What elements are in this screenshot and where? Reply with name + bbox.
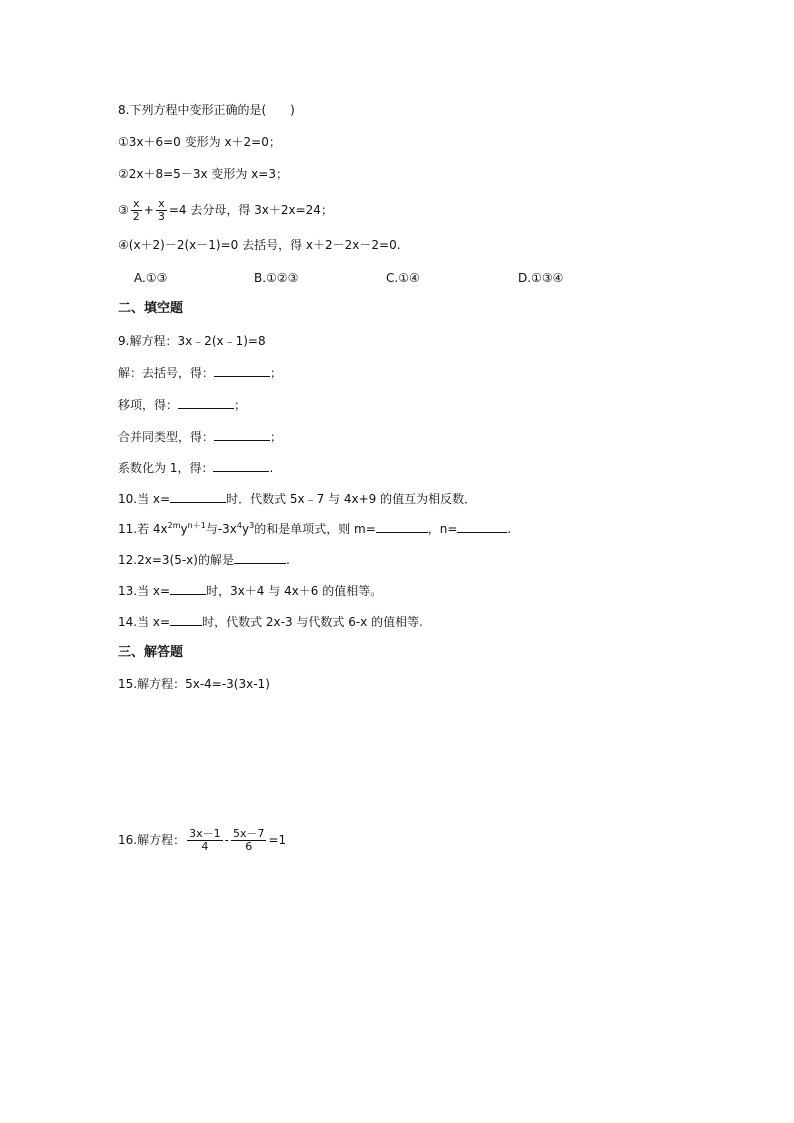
answer-blank[interactable] [214,428,270,441]
step-4-label: 系数化为 1，得： [118,461,214,475]
fraction-x-over-3: $\frac{x}{3}$ [157,197,165,223]
question-9-step-4: 系数化为 1，得： . [118,461,274,475]
answer-blank[interactable] [214,364,270,377]
section-3-heading: 三、解答题 [118,645,184,660]
question-8-item-2: ②2x＋8=5－3x 变形为 x=3； [118,167,288,181]
answer-blank[interactable] [178,396,234,409]
answer-blank[interactable] [170,582,206,595]
question-8-options [134,270,563,286]
step-2-label: 移项，得： [118,398,179,412]
question-16: 16.解方程： $\frac{3x-1}{4}$ - $\frac{5x-7}{6}$ =1 [118,827,287,853]
question-8-item-3 [118,198,333,223]
question-8-item-4: ④(x＋2)－2(x－1)=0 去括号，得 x＋2－2x－2=0. [118,238,401,252]
question-15: 15.解方程：5x-4=-3(3x-1) [118,677,270,691]
question-8-title: 8.下列方程中变形正确的是( ) [118,103,295,117]
question-9-step-3: 合并同类型，得： ； [118,430,283,444]
step-3-label: 合并同类型，得： [118,430,215,444]
question-8-item-1: ①3x＋6=0 变形为 x＋2=0； [118,135,281,149]
answer-blank[interactable] [213,459,269,472]
plus-sign: + [143,203,154,217]
question-14: 14.当 x= 时，代数式 2x-3 与代数式 6-x 的值相等. [118,615,423,629]
answer-blank-m[interactable] [376,520,428,533]
question-9-title: 9.解方程：3x﹣2(x﹣1)=8 [118,334,266,348]
answer-blank-n[interactable] [457,520,507,533]
question-13: 13.当 x= 时，3x＋4 与 4x＋6 的值相等。 [118,584,383,598]
option-d: D.①③④ [518,271,564,285]
option-c: C.①④ [386,271,420,285]
answer-blank[interactable] [234,551,286,564]
question-12: 12.2x=3(5-x)的解是 . [118,553,290,567]
option-a: A.①③ [134,271,168,285]
question-11: 11.若 $4x^{2m}y^{n+1}$与$-3x^4y^3$的和是单项式，则 m= ，n= . [118,521,512,536]
step-1-label: 解：去括号，得： [118,366,215,380]
answer-blank[interactable] [170,613,202,626]
item-3-marker: ③ [118,203,129,217]
fraction-5x-minus-7-over-6: $\frac{5x-7}{6}$ [232,827,265,853]
answer-blank[interactable] [170,490,226,503]
option-b: B.①②③ [254,271,299,285]
item-3-text: =4 去分母，得 3x＋2x=24； [168,203,333,217]
fraction-x-over-2: $\frac{x}{2}$ [132,197,140,223]
question-9-step-1: 解：去括号，得： ； [118,366,283,380]
question-9-step-2: 移项，得： ； [118,398,247,412]
question-10: 10.当 x= 时．代数式 5x﹣7 与 4x+9 的值互为相反数． [118,492,477,506]
fraction-3x-minus-1-over-4: $\frac{3x-1}{4}$ [189,827,221,853]
section-2-heading: 二、填空题 [118,301,184,316]
